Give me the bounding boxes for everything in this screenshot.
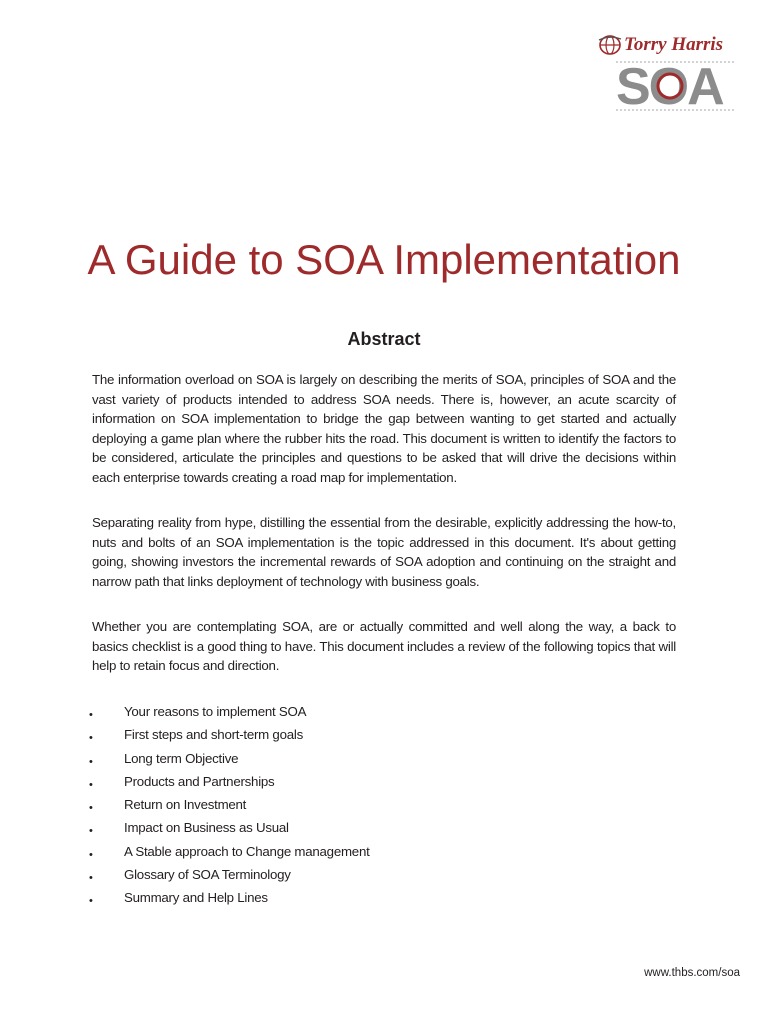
list-item [89, 818, 676, 841]
bullet-icon: • [89, 802, 93, 815]
topics-list [89, 702, 676, 912]
topic-text: Impact on Business as Usual [124, 820, 289, 836]
topic-text: Glossary of SOA Terminology [124, 867, 291, 883]
footer-url-link[interactable]: www.thbs.com/soa [644, 967, 740, 979]
topic-text: First steps and short-term goals [124, 727, 303, 743]
topic-text: Summary and Help Lines [124, 890, 268, 906]
company-logo [596, 30, 746, 118]
soa-logo-mark [612, 60, 740, 140]
abstract-paragraph-1: The information overload on SOA is largely on describing the merits of SOA, principles of SOA and the vast variety of products intended to address SOA needs. There is, however, an acute scarcity of information on SOA implementation to bridge the gap between wanting to get started and actually deploying a game plan where the rubber hits the road. This document is written to identify the factors to be considered, articulate the principles and questions to be asked that will drive the decisions within each enterprise towards creating a road map for implementation. [92, 372, 676, 485]
list-item [89, 795, 676, 818]
bullet-icon: • [89, 895, 93, 908]
abstract-paragraph-2: Separating reality from hype, distilling the essential from the desirable, explicitly addressing the how-to, nuts and bolts of an SOA implementation is the topic addressed in this document. It's about getting going, showing investors the incremental rewards of SOA adoption and continuing on the straight and narrow path that links deployment of technology with business goals. [92, 515, 676, 589]
topic-text: A Stable approach to Change management [124, 843, 370, 859]
list-item [89, 702, 676, 725]
abstract-paragraph-3: Whether you are contemplating SOA, are or actually committed and well along the way, a back to basics checklist is a good thing to have. This document includes a review of the following topics that will help to retain focus and direction. [92, 619, 676, 674]
topic-text: Long term Objective [124, 750, 239, 766]
bullet-icon: • [89, 755, 93, 768]
list-item [89, 772, 676, 795]
list-item [89, 842, 676, 865]
bullet-icon: • [89, 778, 93, 791]
bullet-icon: • [89, 825, 93, 838]
list-item [89, 865, 676, 888]
topic-text: Your reasons to implement SOA [124, 704, 307, 719]
bullet-icon: • [89, 872, 93, 885]
list-item [89, 749, 676, 772]
list-item [89, 888, 676, 911]
bullet-icon: • [89, 709, 93, 721]
topic-text: Products and Partnerships [124, 773, 275, 789]
topic-text: Return on Investment [124, 797, 247, 813]
bullet-icon: • [89, 732, 93, 745]
document-title: A Guide to SOA Implementation [87, 236, 681, 283]
logo-brand-text: Torry Harris [624, 34, 724, 55]
abstract-heading: Abstract [347, 329, 421, 349]
bullet-icon: • [89, 848, 93, 861]
globe-icon [598, 34, 622, 56]
logo-mark-text: SOA [616, 60, 723, 116]
list-item [89, 725, 676, 748]
